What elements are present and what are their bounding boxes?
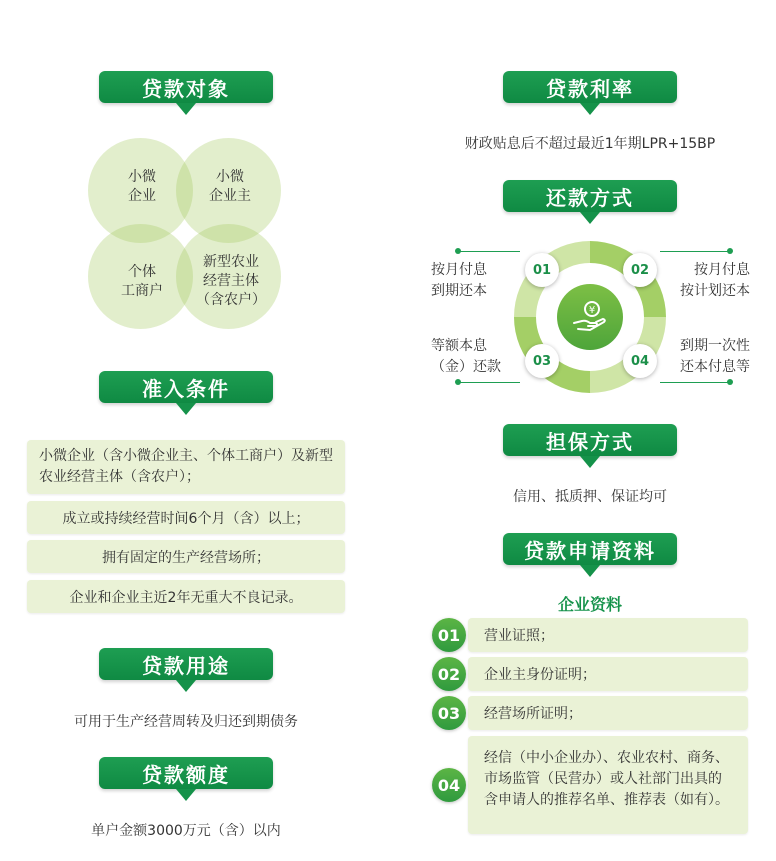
access-item-3-text: 拥有固定的生产经营场所； (102, 549, 270, 566)
hand-coin-icon (557, 284, 623, 350)
access-item-2 (27, 501, 345, 534)
repay-line-4 (660, 382, 730, 383)
repay-badge-2 (623, 253, 657, 287)
material-item-4 (468, 736, 748, 834)
material-num-3 (432, 696, 466, 730)
access-item-4 (27, 580, 345, 613)
venn-label-3: 个体 工商户 (121, 264, 163, 299)
rate-title: 贷款利率 (546, 76, 634, 101)
material-item-1 (468, 618, 748, 652)
venn-label-2: 小微 企业主 (209, 169, 251, 204)
purpose-header (99, 648, 273, 680)
guarantee-text: 信用、抵质押、保证均可 (513, 489, 667, 505)
access-item-2-text: 成立或持续经营时间6个月（含）以上； (62, 510, 310, 527)
material-item-2 (468, 657, 748, 691)
material-item-4-text: 经信（中小企业办）、农业农村、商务、市场监管（民营办）或人社部门出具的含申请人的推荐名单、推荐表（如有）。 (484, 750, 729, 808)
repay-badge-1-num: 01 (532, 262, 552, 278)
repay-badge-3 (525, 344, 559, 378)
repay-text-4: 到期一次性 还本付息等 (680, 338, 750, 375)
svg-text:¥: ¥ (588, 305, 596, 316)
access-title: 准入条件 (142, 376, 230, 401)
material-num-1-text: 01 (437, 625, 461, 645)
materials-title: 贷款申请资料 (524, 538, 656, 563)
rate-text: 财政贴息后不超过最近1年期LPR+15BP (464, 136, 716, 152)
purpose-text: 可用于生产经营周转及归还到期债务 (74, 714, 298, 730)
access-item-3 (27, 540, 345, 573)
repay-line-1 (458, 251, 520, 252)
access-item-4-text: 企业和企业主近2年无重大不良记录。 (69, 589, 303, 606)
repay-badge-3-num: 03 (532, 353, 552, 369)
materials-subtitle: 企业资料 (557, 595, 622, 614)
repay-badge-4-num: 04 (630, 353, 650, 369)
repay-header (503, 180, 677, 212)
material-item-3-text: 经营场所证明； (484, 706, 582, 722)
access-header (99, 371, 273, 403)
material-item-1-text: 营业证照； (484, 628, 554, 644)
repay-badge-1 (525, 253, 559, 287)
material-item-2-text: 企业主身份证明； (484, 667, 596, 683)
material-num-1 (432, 618, 466, 652)
access-item-1-text: 小微企业（含小微企业主、个体工商户）及新型农业经营主体（含农户）； (39, 448, 333, 485)
venn-label-4: 新型农业 经营主体 （含农户） (196, 254, 266, 308)
repay-text-2: 按月付息 按计划还本 (680, 262, 750, 299)
access-item-1 (27, 440, 345, 494)
guarantee-header (503, 424, 677, 456)
material-num-2-text: 02 (437, 664, 461, 684)
material-num-2 (432, 657, 466, 691)
target-title: 贷款对象 (142, 76, 230, 101)
material-num-4-text: 04 (437, 775, 461, 795)
material-item-3 (468, 696, 748, 730)
material-num-4 (432, 768, 466, 802)
material-num-3-text: 03 (437, 703, 461, 723)
materials-header (503, 533, 677, 565)
amount-header (99, 757, 273, 789)
repay-text-1: 按月付息 到期还本 (431, 262, 487, 299)
repay-badge-4 (623, 344, 657, 378)
venn-label-1: 小微 企业 (128, 169, 156, 204)
repay-text-3: 等额本息 （金）还款 (431, 338, 501, 375)
purpose-title: 贷款用途 (142, 653, 230, 678)
amount-text: 单户金额3000万元（含）以内 (91, 823, 281, 839)
guarantee-title: 担保方式 (546, 429, 634, 454)
repay-line-2 (660, 251, 730, 252)
repay-title: 还款方式 (546, 185, 634, 210)
repay-badge-2-num: 02 (630, 262, 650, 278)
repay-line-3 (458, 382, 520, 383)
amount-title: 贷款额度 (142, 762, 230, 787)
target-header (99, 71, 273, 103)
rate-header (503, 71, 677, 103)
